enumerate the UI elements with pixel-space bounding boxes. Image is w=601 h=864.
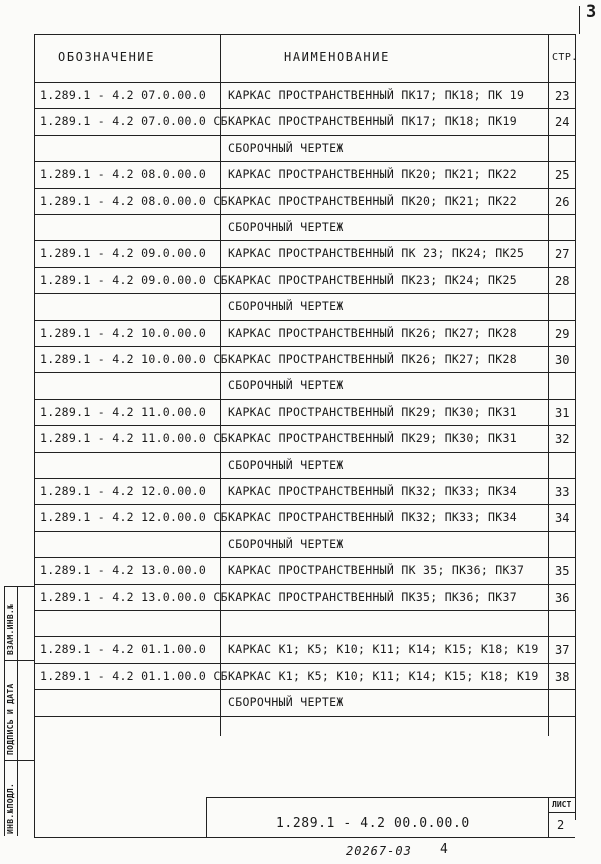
row-designation: 1.289.1 - 4.2 01.1.00.0 СБ: [40, 668, 228, 683]
row-divider-line: [34, 161, 575, 162]
row-divider-line: [34, 188, 575, 189]
row-divider-line: [34, 240, 575, 241]
row-designation: 1.289.1 - 4.2 12.0.00.0: [40, 484, 207, 498]
row-name: СБОРОЧНЫЙ ЧЕРТЕЖ: [228, 457, 344, 472]
row-divider-line: [34, 293, 575, 294]
header-designation: ОБОЗНАЧЕНИЕ: [58, 50, 156, 64]
footer-document-number: 20267-03: [346, 844, 412, 858]
row-name: СБОРОЧНЫЙ ЧЕРТЕЖ: [228, 378, 344, 393]
title-block-sheet-line: [548, 812, 575, 813]
row-divider-line: [34, 452, 575, 453]
row-divider-line: [34, 399, 575, 400]
row-divider-line: [34, 531, 575, 532]
row-page: 28: [555, 273, 570, 288]
row-name: КАРКАС ПРОСТРАНСТВЕННЫЙ ПК26; ПК27; ПК28: [228, 325, 517, 340]
row-page: 29: [555, 326, 570, 341]
row-divider-line: [34, 663, 575, 664]
column-divider-designation: [220, 34, 221, 736]
side-stamp-top-line: [4, 586, 34, 587]
row-page: 30: [555, 353, 570, 367]
row-divider-line: [34, 372, 575, 373]
row-divider-line: [34, 267, 575, 268]
row-name: КАРКАС ПРОСТРАНСТВЕННЫЙ ПК26; ПК27; ПК28: [228, 352, 517, 366]
row-name: СБОРОЧНЫЙ ЧЕРТЕЖ: [228, 299, 344, 314]
row-designation: 1.289.1 - 4.2 08.0.00.0 СБ: [40, 193, 228, 208]
header-name: НАИМЕНОВАНИЕ: [284, 50, 390, 64]
row-name: КАРКАС ПРОСТРАНСТВЕННЫЙ ПК20; ПК21; ПК22: [228, 167, 517, 182]
row-designation: 1.289.1 - 4.2 10.0.00.0 СБ: [40, 352, 228, 366]
row-name: СБОРОЧНЫЙ ЧЕРТЕЖ: [228, 140, 344, 155]
row-name: КАРКАС ПРОСТРАНСТВЕННЫЙ ПК 35; ПК36; ПК37: [228, 563, 525, 578]
row-page: 25: [555, 168, 570, 183]
row-page: 31: [555, 405, 570, 420]
row-name: КАРКАС ПРОСТРАНСТВЕННЫЙ ПК20; ПК21; ПК22: [228, 193, 517, 208]
row-page: 23: [555, 89, 570, 103]
row-divider-line: [34, 557, 575, 558]
row-name: СБОРОЧНЫЙ ЧЕРТЕЖ: [228, 220, 344, 234]
title-block-designation: 1.289.1 - 4.2 00.0.00.0: [276, 816, 470, 831]
row-divider-line: [34, 584, 575, 585]
row-divider-line: [34, 346, 575, 347]
side-stamp-inner-line: [17, 586, 18, 836]
side-label-signature-date: ПОДПИСЬ И ДАТА: [6, 683, 15, 755]
frame-top-line: [34, 34, 575, 35]
side-stamp-divider-1: [4, 660, 34, 661]
side-label-inv-no: ИНВ.№ПОДЛ.: [6, 782, 15, 834]
row-page: 27: [555, 247, 570, 262]
row-page: 34: [555, 511, 570, 526]
header-bottom-line: [34, 82, 575, 83]
side-stamp-divider-2: [4, 760, 34, 761]
header-page: СТР.: [552, 52, 578, 63]
row-divider-line: [34, 610, 575, 611]
column-divider-page: [548, 34, 549, 736]
title-block-top-line: [206, 797, 575, 798]
row-divider-line: [34, 320, 575, 321]
row-page: 24: [555, 115, 570, 130]
row-divider-line: [34, 214, 575, 215]
row-designation: 1.289.1 - 4.2 13.0.00.0 СБ: [40, 589, 228, 604]
row-divider-line: [34, 689, 575, 690]
row-divider-line: [34, 478, 575, 479]
title-block-bottom-line: [34, 837, 575, 838]
side-stamp-outer-line: [4, 586, 5, 836]
row-name: КАРКАС К1; К5; К10; К11; К14; К15; К18; К19: [228, 668, 539, 683]
row-designation: 1.289.1 - 4.2 07.0.00.0: [40, 88, 207, 102]
footer-page-number: 4: [440, 842, 448, 857]
row-divider-line: [34, 135, 575, 136]
row-name: КАРКАС ПРОСТРАНСТВЕННЫЙ ПК17; ПК18; ПК 19: [228, 88, 525, 102]
corner-frame-line: [579, 6, 580, 34]
row-designation: 1.289.1 - 4.2 11.0.00.0: [40, 404, 207, 419]
row-name: КАРКАС К1; К5; К10; К11; К14; К15; К18; К19: [228, 642, 539, 657]
row-designation: 1.289.1 - 4.2 08.0.00.0: [40, 167, 207, 182]
row-name: КАРКАС ПРОСТРАНСТВЕННЫЙ ПК29; ПК30; ПК31: [228, 431, 517, 446]
frame-right-line: [575, 34, 576, 820]
side-label-replaced-inv: ВЗАМ.ИНВ.№: [6, 603, 15, 655]
row-divider-line: [34, 108, 575, 109]
row-page: 36: [555, 590, 570, 605]
row-divider-line: [34, 636, 575, 637]
row-designation: 1.289.1 - 4.2 12.0.00.0 СБ: [40, 510, 228, 525]
row-name: КАРКАС ПРОСТРАНСТВЕННЫЙ ПК35; ПК36; ПК37: [228, 589, 517, 604]
row-designation: 1.289.1 - 4.2 07.0.00.0 СБ: [40, 114, 228, 129]
row-name: КАРКАС ПРОСТРАНСТВЕННЫЙ ПК23; ПК24; ПК25: [228, 272, 517, 287]
row-name: КАРКАС ПРОСТРАНСТВЕННЫЙ ПК29; ПК30; ПК31: [228, 404, 517, 419]
row-designation: 1.289.1 - 4.2 09.0.00.0 СБ: [40, 272, 228, 287]
row-name: КАРКАС ПРОСТРАНСТВЕННЫЙ ПК32; ПК33; ПК34: [228, 484, 517, 498]
row-name: КАРКАС ПРОСТРАНСТВЕННЫЙ ПК32; ПК33; ПК34: [228, 510, 517, 525]
frame-left-line: [34, 34, 35, 838]
row-name: КАРКАС ПРОСТРАНСТВЕННЫЙ ПК 23; ПК24; ПК25: [228, 246, 525, 261]
row-designation: 1.289.1 - 4.2 13.0.00.0: [40, 563, 207, 578]
row-designation: 1.289.1 - 4.2 11.0.00.0 СБ: [40, 431, 228, 446]
row-name: СБОРОЧНЫЙ ЧЕРТЕЖ: [228, 695, 344, 710]
row-designation: 1.289.1 - 4.2 09.0.00.0: [40, 246, 207, 261]
row-page: 37: [555, 643, 570, 658]
row-page: 35: [555, 564, 570, 579]
corner-page-number: 3: [586, 2, 597, 22]
row-designation: 1.289.1 - 4.2 01.1.00.0: [40, 642, 207, 657]
row-divider-line: [34, 716, 575, 717]
row-divider-line: [34, 504, 575, 505]
row-page: 32: [555, 432, 570, 447]
row-page: 33: [555, 485, 570, 499]
row-page: 26: [555, 194, 570, 209]
row-name: СБОРОЧНЫЙ ЧЕРТЕЖ: [228, 536, 344, 551]
title-block-sheet-number: 2: [557, 818, 565, 832]
row-page: 38: [555, 669, 570, 684]
row-divider-line: [34, 425, 575, 426]
title-block-sheet-divider: [548, 797, 549, 837]
row-designation: 1.289.1 - 4.2 10.0.00.0: [40, 325, 207, 340]
title-block-left-line: [206, 797, 207, 837]
title-block-sheet-label: ЛИСТ: [552, 800, 572, 809]
row-name: КАРКАС ПРОСТРАНСТВЕННЫЙ ПК17; ПК18; ПК19: [228, 114, 517, 129]
